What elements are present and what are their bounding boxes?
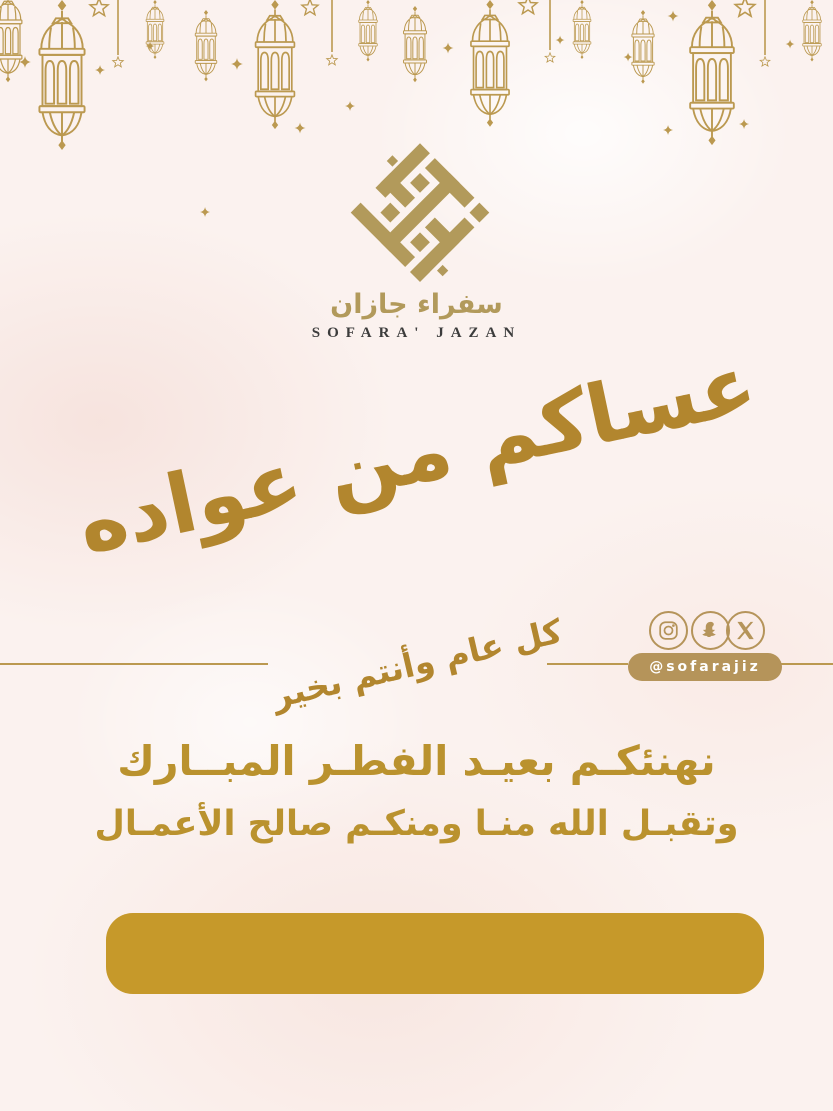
social-icons-row	[649, 611, 765, 650]
brand-name-english: SOFARA' JAZAN	[311, 325, 522, 341]
instagram-icon[interactable]	[649, 611, 688, 650]
greeting-line-1: نهنئكـم بعيـد الفطـر المبــارك	[117, 737, 716, 785]
snapchat-icon[interactable]	[691, 611, 730, 650]
social-handle-badge[interactable]	[628, 653, 782, 681]
social-handle-text: @sofarajiz	[649, 659, 761, 675]
brand-emblem-kufic-diamond	[345, 142, 495, 294]
x-icon[interactable]	[726, 611, 765, 650]
secondary-calligraphy: كل عام وأنتم بخير	[267, 610, 566, 716]
main-eid-calligraphy: عساكم من عواده	[69, 336, 764, 573]
greeting-line-2: وتقبـل الله منـا ومنكـم صالح الأعمـال	[94, 804, 739, 844]
cta-button[interactable]	[106, 913, 764, 994]
brand-name-arabic: سفراء جازان	[330, 289, 503, 320]
